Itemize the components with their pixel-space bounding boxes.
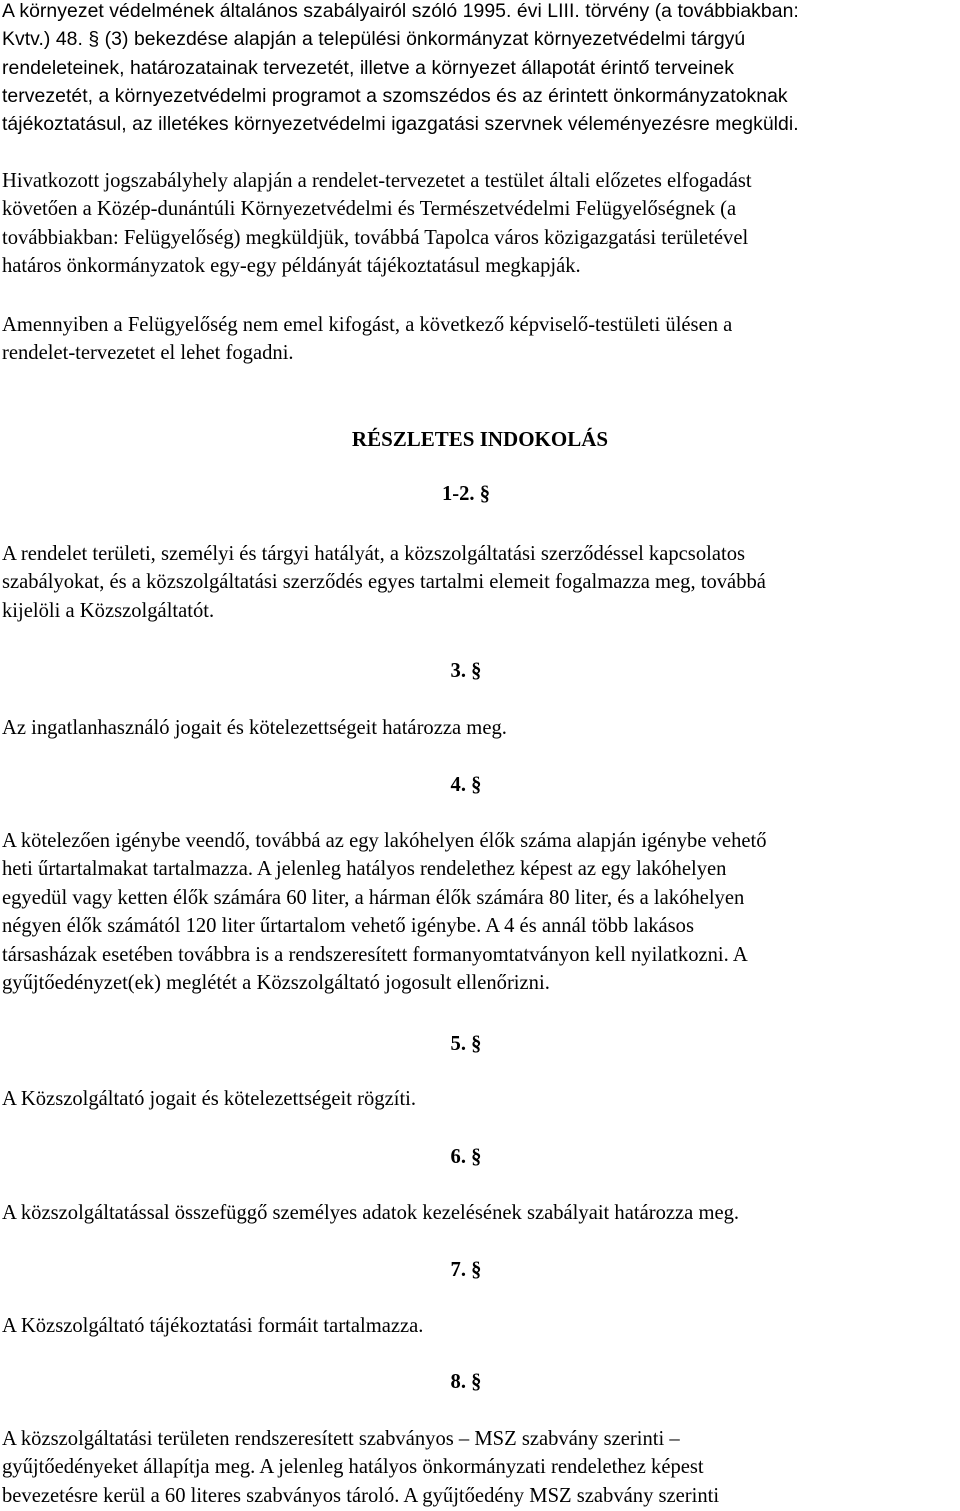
- section-text: [2, 1085, 956, 1113]
- paragraph-line: követően a Közép-dunántúli Környezetvédelmi és Természetvédelmi Felügyelőségnek (a: [2, 198, 737, 221]
- section-line: négyen élők számától 120 liter űrtartalom vehető igénybe. A 4 és annál több lakásos: [2, 915, 694, 938]
- section-line: társasházak esetében továbbra is a rendszeresített formanyomtatványon kell nyilatkozni. A: [2, 943, 748, 966]
- section-text: [2, 827, 956, 997]
- section-line: bevezetésre kerül a 60 literes szabványos tároló. A gyűjtőedény MSZ szabvány szerinti: [2, 1484, 720, 1507]
- section-text: [2, 1199, 956, 1227]
- section-number: 6. §: [450, 1146, 482, 1168]
- section-line: Az ingatlanhasználó jogait és kötelezettségeit határozza meg.: [2, 717, 507, 739]
- section-text: [2, 1312, 956, 1340]
- section-number: 4. §: [450, 774, 482, 796]
- section-number: 7. §: [450, 1259, 482, 1281]
- section-number: 5. §: [450, 1033, 482, 1055]
- paragraph-line: Hivatkozott jogszabályhely alapján a rendelet-tervezetet a testület általi előzetes elfogadást: [2, 170, 752, 192]
- section-number: 3. §: [450, 660, 482, 682]
- detailed-justification-heading: RÉSZLETES INDOKOLÁS: [351, 427, 609, 451]
- paragraph-line: Amennyiben a Felügyelőség nem emel kifogást, a következő képviselő-testületi ülésen a: [2, 314, 733, 336]
- intro-line: tervezetét, a környezetvédelmi programot a szomszédos és az érintett önkormányzatoknak: [2, 84, 788, 107]
- section-text: [2, 714, 956, 742]
- intro-paragraph: [2, 0, 956, 138]
- section-line: A Közszolgáltató tájékoztatási formáit tartalmazza.: [2, 1315, 424, 1337]
- objection-paragraph: [2, 311, 956, 368]
- section-line: egyedül vagy ketten élők számára 60 liter, a hárman élők számára 80 liter, és a lakóhelyen: [2, 886, 745, 909]
- section-number: 8. §: [450, 1371, 482, 1393]
- section-line: A kötelezően igénybe veendő, továbbá az egy lakóhelyen élők száma alapján igénybe vehető: [2, 830, 767, 852]
- section-line: kijelöli a Közszolgáltatót.: [2, 599, 215, 622]
- section-number: 1-2. §: [441, 483, 491, 505]
- section-line: A közszolgáltatással összefüggő személyes adatok kezelésének szabályait határozza meg.: [2, 1202, 740, 1224]
- referenced-paragraph: [2, 167, 956, 281]
- section-line: szabályokat, és a közszolgáltatási szerződés egyes tartalmi elemeit fogalmazza meg, továbbá: [2, 571, 766, 594]
- paragraph-line: továbbiakban: Felügyelőség) megküldjük, továbbá Tapolca város közigazgatási területével: [2, 226, 749, 249]
- section-text: [2, 540, 956, 625]
- intro-line: Kvtv.) 48. § (3) bekezdése alapján a települési önkormányzat környezetvédelmi tárgyú: [2, 28, 746, 51]
- section-line: gyűjtőedényeket állapítja meg. A jelenleg hatályos önkormányzati rendelethez képest: [2, 1456, 704, 1479]
- section-text: [2, 1425, 956, 1510]
- intro-line: tájékoztatásul, az illetékes környezetvédelmi igazgatási szervnek véleményezésre megküldi.: [2, 113, 799, 136]
- paragraph-line: rendelet-tervezetet el lehet fogadni.: [2, 342, 294, 365]
- section-line: gyűjtőedényzet(ek) meglétét a Közszolgáltató jogosult ellenőrizni.: [2, 972, 550, 995]
- section-line: heti űrtartalmakat tartalmazza. A jelenleg hatályos rendelethez képest az egy lakóhelyen: [2, 858, 727, 881]
- section-line: A rendelet területi, személyi és tárgyi hatályát, a közszolgáltatási szerződéssel kapcsolatos: [2, 543, 746, 565]
- intro-line: rendeleteinek, határozatainak tervezetét, illetve a környezet állapotát érintő terveinek: [2, 56, 734, 79]
- section-line: A Közszolgáltató jogait és kötelezettségeit rögzíti.: [2, 1088, 417, 1110]
- paragraph-line: határos önkormányzatok egy-egy példányát tájékoztatásul megkapják.: [2, 255, 581, 278]
- intro-line: A környezet védelmének általános szabályairól szóló 1995. évi LIII. törvény (a továbbiakban:: [2, 0, 799, 22]
- section-line: A közszolgáltatási területen rendszeresített szabványos – MSZ szabvány szerinti –: [2, 1428, 680, 1450]
